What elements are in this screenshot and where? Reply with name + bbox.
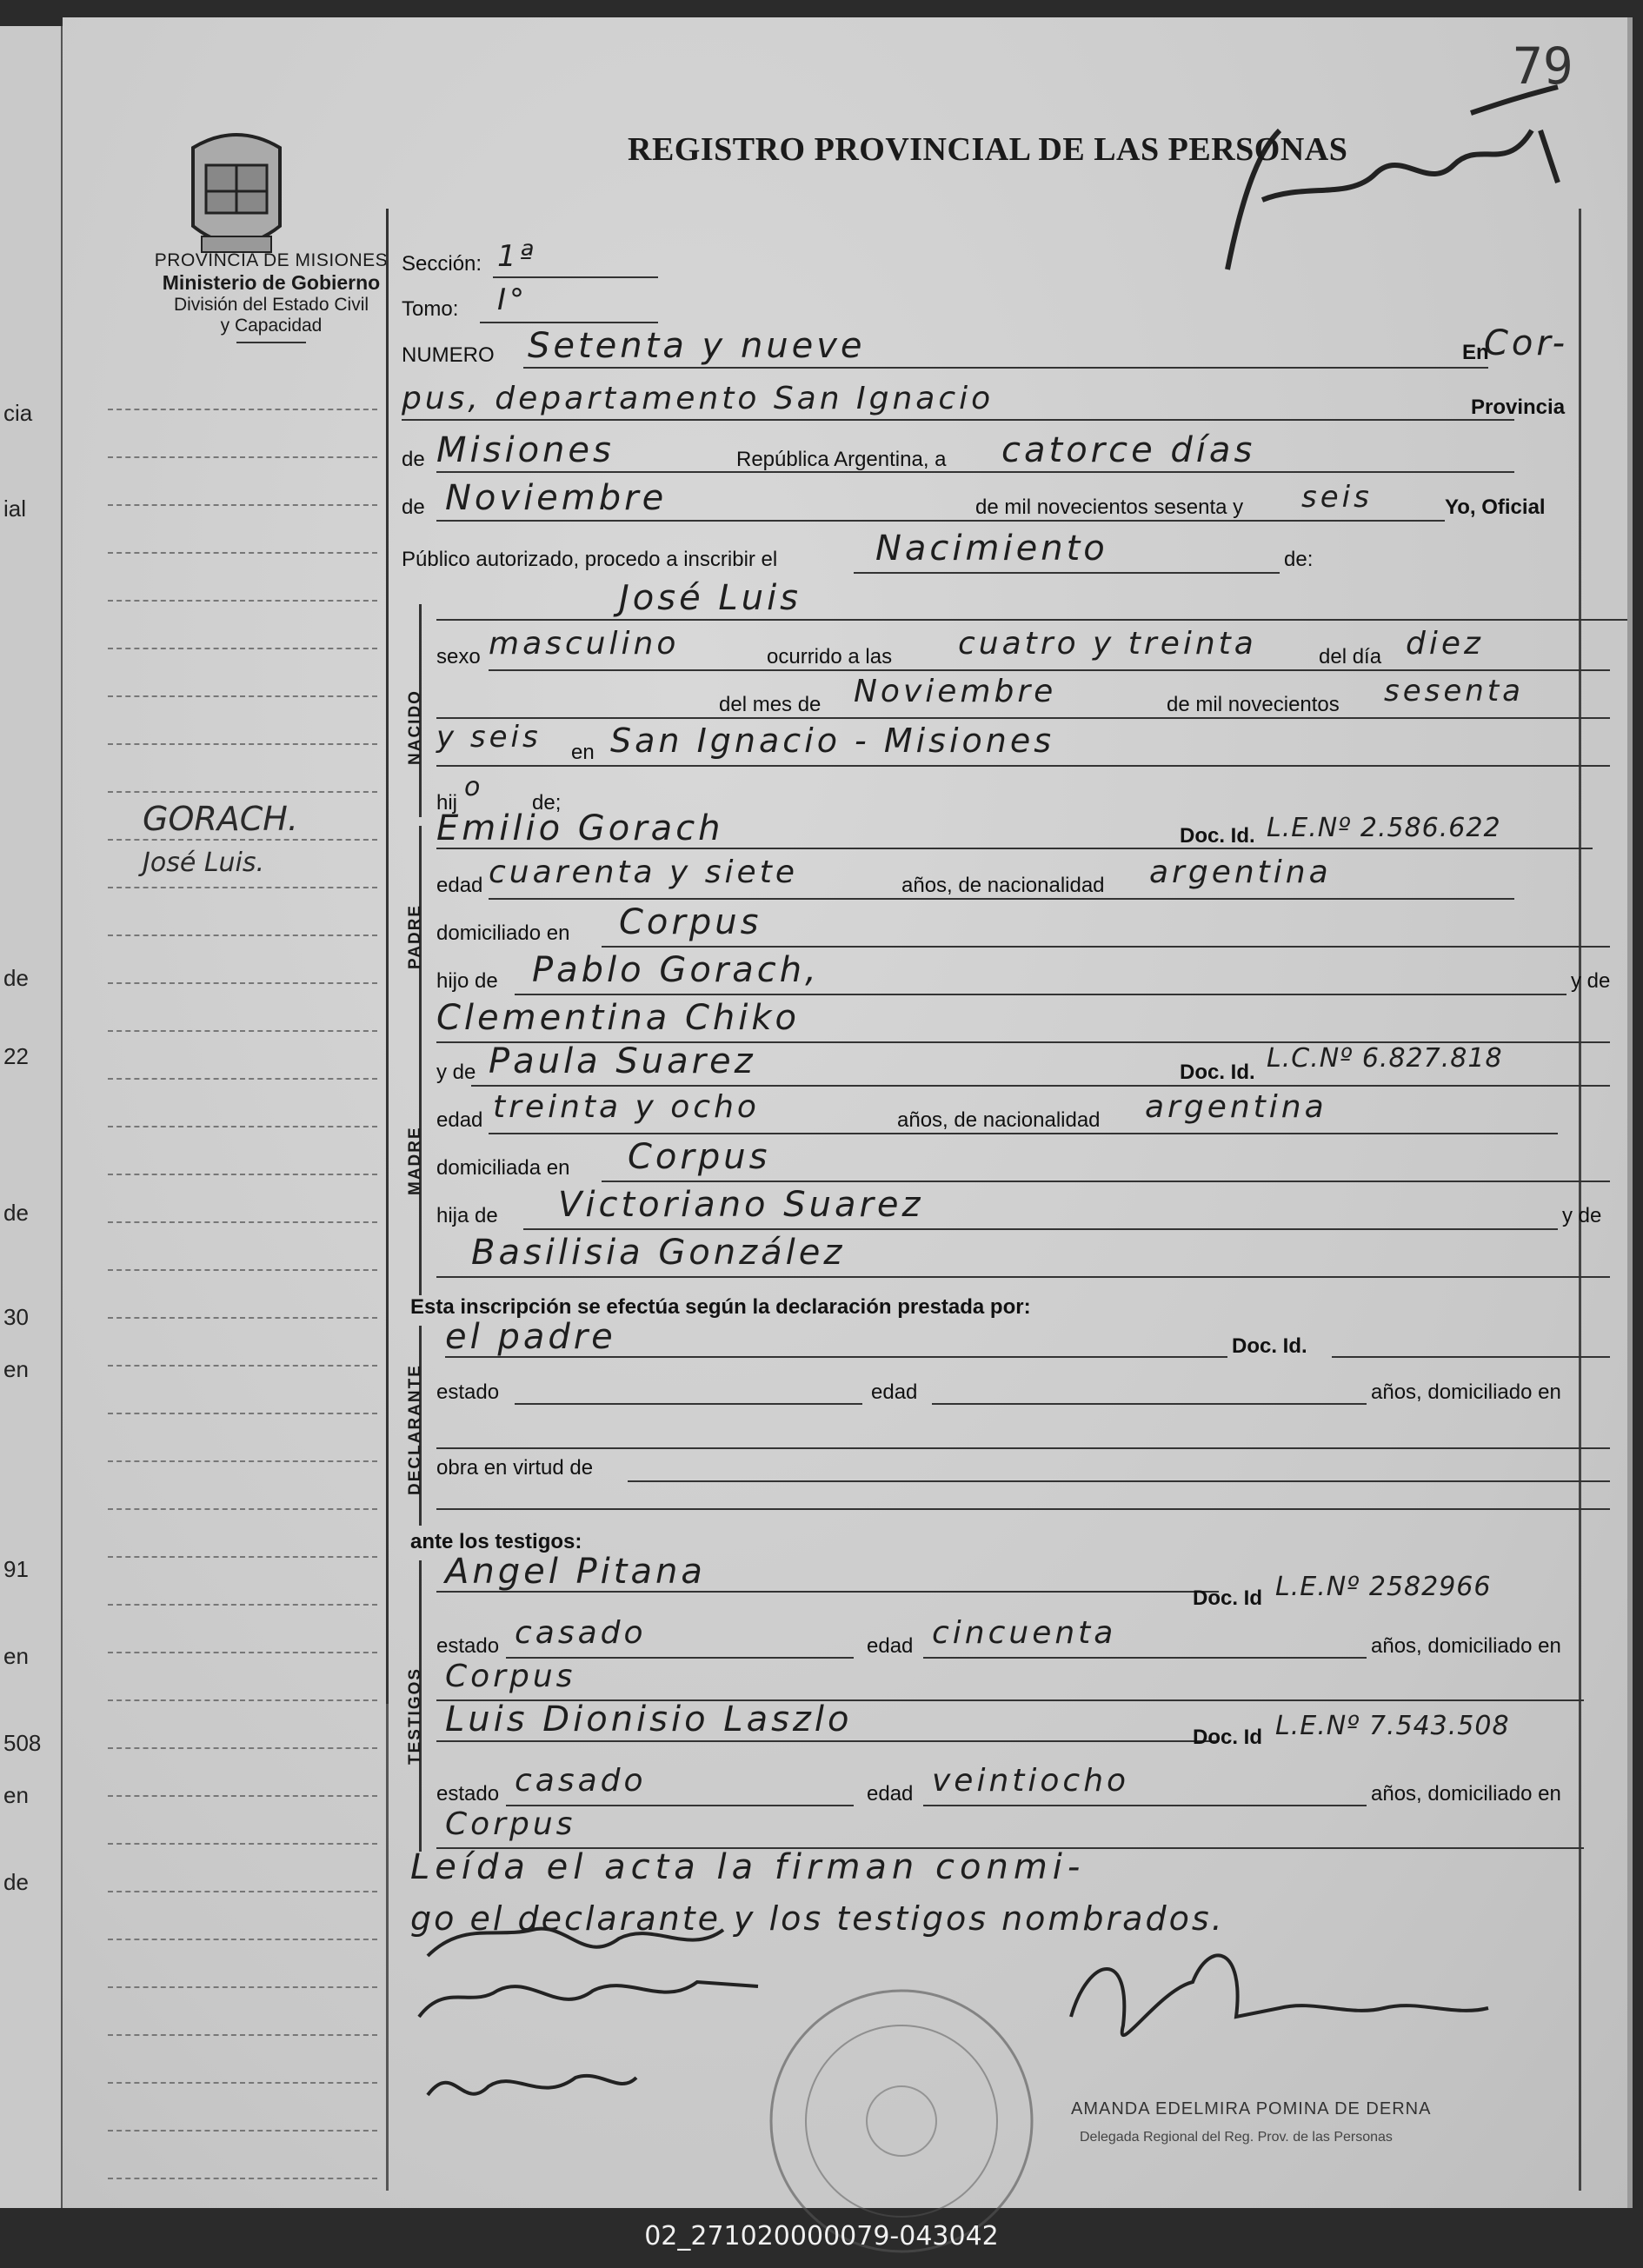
declarante-nombre-line xyxy=(445,1356,1227,1358)
testigo1-doc-label: Doc. Id xyxy=(1193,1586,1263,1610)
testigo1-estado-label: estado xyxy=(436,1634,500,1658)
nacido-label: NACIDO xyxy=(406,689,424,765)
padre-domicilio-line xyxy=(602,946,1610,948)
dia-value: diez xyxy=(1406,626,1484,662)
mes-nac-line xyxy=(436,717,1610,719)
margin-dashed-line xyxy=(108,1221,377,1223)
declarante-edad-label: edad xyxy=(871,1380,918,1404)
margin-dashed-line xyxy=(108,1795,377,1797)
signature-officer xyxy=(1071,1955,1488,2035)
madre-label: MADRE xyxy=(406,1126,424,1195)
margin-dashed-line xyxy=(108,1699,377,1701)
facing-page-fragment: 508 xyxy=(3,1730,42,1756)
margin-dashed-line xyxy=(108,1986,377,1988)
margin-dashed-line xyxy=(108,648,377,649)
margin-dashed-line xyxy=(108,1030,377,1032)
hijo-value: o xyxy=(464,772,484,802)
margin-dashed-line xyxy=(108,1556,377,1558)
declarante-domicilio-label: años, domiciliado en xyxy=(1371,1380,1561,1404)
margin-dashed-line xyxy=(108,552,377,554)
issuer-division-2: y Capacidad xyxy=(220,316,323,336)
testigo1-nombre-line xyxy=(436,1591,1219,1593)
madre-edad-label: edad xyxy=(436,1108,483,1132)
tomo-value: I° xyxy=(497,283,529,317)
column-divider-lower xyxy=(386,1704,389,2191)
margin-dashed-line xyxy=(108,2130,377,2132)
seccion-line xyxy=(493,276,658,278)
hora-value: cuatro y treinta xyxy=(958,626,1257,662)
numero-value: Setenta y nueve xyxy=(528,326,866,366)
en-nac-label: en xyxy=(571,741,595,764)
margin-dashed-line xyxy=(108,2082,377,2084)
signature-angel-pitana xyxy=(419,1982,758,2017)
top-signature xyxy=(1210,78,1575,304)
signature-emilio-gorach xyxy=(428,1929,723,1956)
declarante-doc-line xyxy=(1332,1356,1610,1358)
margin-dashed-line xyxy=(108,1939,377,1940)
madre-hija-de-label: hija de xyxy=(436,1204,498,1227)
tomo-label: Tomo: xyxy=(402,297,459,321)
anio-value: seis xyxy=(1301,480,1373,515)
madre-madre-value: Basilisia González xyxy=(471,1233,846,1273)
margin-dashed-line xyxy=(108,982,377,984)
padre-nombre: Emilio Gorach xyxy=(436,808,724,848)
closing-line-1: Leída el acta la firman conmi- xyxy=(410,1847,1086,1887)
testigo2-doc-value: L.E.Nº 7.543.508 xyxy=(1275,1711,1510,1741)
sexo-value: masculino xyxy=(489,626,680,662)
facing-page-fragment: 91 xyxy=(3,1556,29,1582)
declarante-estado-label: estado xyxy=(436,1380,500,1404)
testigo1-estado-value: casado xyxy=(515,1615,647,1651)
sexo-line xyxy=(489,669,1610,671)
madre-domicilio-value: Corpus xyxy=(628,1137,771,1177)
testigos-intro: ante los testigos: xyxy=(410,1530,582,1553)
facing-page-fragment: 22 xyxy=(3,1043,29,1069)
margin-dashed-line xyxy=(108,1174,377,1175)
padre-nombre-line xyxy=(436,848,1593,849)
page-number: 79 xyxy=(1513,37,1573,96)
testigo1-edad-value: cincuenta xyxy=(932,1615,1117,1651)
testigo2-doc-label: Doc. Id xyxy=(1193,1726,1263,1749)
margin-dashed-line xyxy=(108,1413,377,1414)
declarante-obra-line-2 xyxy=(436,1508,1610,1510)
padre-domicilio-label: domiciliado en xyxy=(436,921,570,945)
testigo2-estado-value: casado xyxy=(515,1763,647,1799)
mes-value: Noviembre xyxy=(445,478,668,518)
page-title: REGISTRO PROVINCIAL DE LAS PERSONAS xyxy=(628,131,1348,168)
padre-y-de-label: y de xyxy=(1571,969,1611,993)
testigo1-nombre: Angel Pitana xyxy=(445,1552,706,1592)
padre-edad-value: cuarenta y siete xyxy=(489,855,798,890)
lugar-nac-line xyxy=(436,765,1610,767)
margin-dashed-line xyxy=(108,2034,377,2036)
madre-doc-value: L.C.Nº 6.827.818 xyxy=(1267,1043,1503,1074)
issuer-division: División del Estado Civil xyxy=(173,295,369,315)
declarante-obra-line xyxy=(628,1480,1610,1482)
margin-dashed-line xyxy=(108,2178,377,2179)
seccion-value: 1ª xyxy=(497,239,537,274)
declarante-intro: Esta inscripción se efectúa según la declaración prestada por: xyxy=(410,1295,1031,1319)
testigo1-domicilio-value: Corpus xyxy=(445,1659,576,1694)
padre-hijo-line xyxy=(515,994,1567,995)
madre-nombre: Paula Suarez xyxy=(489,1041,756,1081)
issuer-province: PROVINCIA DE MISIONES xyxy=(154,250,389,270)
madre-edad-line xyxy=(489,1133,1558,1134)
margin-note-name: José Luis. xyxy=(143,848,265,878)
issuer-block xyxy=(115,250,428,343)
officer-name: AMANDA EDELMIRA POMINA DE DERNA xyxy=(1071,2099,1432,2118)
declarante-nombre: el padre xyxy=(445,1317,616,1357)
ocurrido-label: ocurrido a las xyxy=(767,645,893,668)
mes-nac-value: Noviembre xyxy=(854,674,1057,709)
lugar-line xyxy=(402,419,1514,421)
declarante-doc-label: Doc. Id. xyxy=(1232,1334,1307,1358)
de-label: de xyxy=(402,448,425,471)
margin-dashed-line xyxy=(108,1126,377,1127)
margin-dashed-line xyxy=(108,1891,377,1892)
facing-page-edge xyxy=(0,26,63,2208)
hijo-label: hij xyxy=(436,791,458,815)
margin-dashed-line xyxy=(108,600,377,602)
de-label-2: de xyxy=(402,496,425,519)
publico-label: Público autorizado, procedo a inscribir el xyxy=(402,548,778,571)
margin-dashed-line xyxy=(108,1269,377,1271)
padre-doc-label: Doc. Id. xyxy=(1180,824,1255,848)
madre-domicilio-label: domiciliada en xyxy=(436,1156,570,1180)
en-value: Cor- xyxy=(1484,323,1569,363)
padre-padre-value: Pablo Gorach, xyxy=(532,950,820,990)
testigo2-edad-line xyxy=(923,1805,1367,1806)
mes-label: del mes de xyxy=(719,693,822,716)
margin-dashed-line xyxy=(108,1843,377,1845)
margin-dashed-line xyxy=(108,1365,377,1367)
testigo2-edad-value: veintiocho xyxy=(932,1763,1130,1799)
padre-edad-line xyxy=(489,898,1514,900)
margin-dashed-line xyxy=(108,1078,377,1080)
hijo-de-label: de; xyxy=(532,791,562,815)
padre-hijo-de-label: hijo de xyxy=(436,969,498,993)
declarante-edad-line xyxy=(932,1403,1367,1405)
madre-padre-value: Victoriano Suarez xyxy=(558,1185,924,1225)
facing-page-fragment: en xyxy=(3,1356,29,1382)
acto-value: Nacimiento xyxy=(875,529,1108,569)
margin-note-surname: GORACH. xyxy=(143,800,298,838)
issuer-ministry: Ministerio de Gobierno xyxy=(162,271,381,294)
madre-hija-line xyxy=(523,1228,1558,1230)
document-page xyxy=(63,17,1633,2208)
margin-dashed-line xyxy=(108,1652,377,1653)
column-divider xyxy=(386,209,389,1704)
provincia-label: Provincia xyxy=(1471,396,1566,419)
margin-dashed-line xyxy=(108,1604,377,1606)
lugar-nac-value: San Ignacio - Misiones xyxy=(610,722,1055,760)
madre-nombre-line xyxy=(471,1085,1610,1087)
declarante-obra-label: obra en virtud de xyxy=(436,1456,594,1480)
padre-domicilio-value: Corpus xyxy=(619,902,762,942)
madre-edad-value: treinta y ocho xyxy=(493,1089,760,1125)
numero-line xyxy=(523,367,1488,369)
testigos-label: TESTIGOS xyxy=(406,1666,424,1765)
facing-page-fragment: en xyxy=(3,1782,29,1808)
madre-y-de-label-2: y de xyxy=(1562,1204,1602,1227)
officer-role: Delegada Regional del Reg. Prov. de las Personas xyxy=(1080,2130,1393,2145)
tomo-line xyxy=(480,322,658,323)
padre-nacionalidad-value: argentina xyxy=(1149,855,1332,890)
madre-y-de-label: y de xyxy=(436,1061,476,1084)
testigo1-domicilio-label: años, domiciliado en xyxy=(1371,1634,1561,1658)
seccion-label: Sección: xyxy=(402,252,482,276)
padre-edad-label: edad xyxy=(436,874,483,897)
facing-page-fragment: en xyxy=(3,1643,29,1669)
madre-domicilio-line xyxy=(602,1181,1610,1182)
provincia-value: Misiones xyxy=(436,430,615,470)
signature-laszlo xyxy=(428,2076,636,2095)
padre-nacionalidad-label: años, de nacionalidad xyxy=(901,874,1105,897)
facing-page-fragment: 30 xyxy=(3,1304,29,1330)
provincial-seal-icon xyxy=(176,122,297,269)
margin-dashed-line xyxy=(108,839,377,841)
testigo2-estado-label: estado xyxy=(436,1782,500,1806)
acto-line xyxy=(854,572,1280,574)
lugar-value: pus, departamento San Ignacio xyxy=(402,381,994,416)
margin-dashed-line xyxy=(108,791,377,793)
anio-nac-label: de mil novecientos xyxy=(1167,693,1340,716)
declarante-estado-line xyxy=(515,1403,862,1405)
testigo2-nombre: Luis Dionisio Laszlo xyxy=(445,1699,853,1739)
provincia-line xyxy=(436,471,1514,473)
del-dia-label: del día xyxy=(1319,645,1382,668)
numero-label: NUMERO xyxy=(402,343,495,367)
madre-doc-label: Doc. Id. xyxy=(1180,1061,1255,1084)
anio-label: de mil novecientos sesenta y xyxy=(975,496,1244,519)
margin-dashed-line xyxy=(108,887,377,888)
mes-line xyxy=(436,520,1445,522)
declarante-label: DECLARANTE xyxy=(406,1364,424,1495)
declarante-domicilio-line xyxy=(436,1447,1610,1449)
madre-madre-line xyxy=(436,1276,1610,1278)
de-label-3: de: xyxy=(1284,548,1314,571)
margin-dashed-line xyxy=(108,1747,377,1749)
sexo-label: sexo xyxy=(436,645,481,668)
facing-page-fragment: de xyxy=(3,1200,29,1226)
madre-nacionalidad-label: años, de nacionalidad xyxy=(897,1108,1101,1132)
margin-dashed-line xyxy=(108,743,377,745)
anio-nac-value-2: y seis xyxy=(436,720,542,755)
margin-dashed-line xyxy=(108,1460,377,1462)
image-id-caption: 02_271020000079-043042 xyxy=(644,2221,999,2251)
dias-value: catorce días xyxy=(1001,430,1256,470)
oficial-label: Yo, Oficial xyxy=(1445,496,1546,519)
testigo2-edad-label: edad xyxy=(867,1782,914,1806)
testigo2-domicilio-label: años, domiciliado en xyxy=(1371,1782,1561,1806)
testigo2-nombre-line xyxy=(436,1740,1219,1742)
margin-dashed-line xyxy=(108,1508,377,1510)
facing-page-fragment: ial xyxy=(3,496,27,522)
facing-page-fragment: de xyxy=(3,1869,29,1895)
padre-doc-value: L.E.Nº 2.586.622 xyxy=(1267,813,1501,843)
margin-dashed-line xyxy=(108,1317,377,1319)
anio-nac-value: sesenta xyxy=(1384,674,1524,708)
nombre-nacido: José Luis xyxy=(619,578,802,618)
madre-nacionalidad-value: argentina xyxy=(1145,1089,1327,1125)
republica-label: República Argentina, a xyxy=(736,448,947,471)
en-label: En xyxy=(1462,341,1489,364)
facing-page-fragment: de xyxy=(3,965,29,991)
margin-dashed-line xyxy=(108,695,377,697)
padre-label: PADRE xyxy=(406,903,424,969)
nombre-line xyxy=(436,619,1627,621)
padre-madre-value: Clementina Chiko xyxy=(436,998,800,1038)
facing-page-fragment: cia xyxy=(3,400,33,426)
margin-dashed-line xyxy=(108,504,377,506)
issuer-rule xyxy=(236,342,306,343)
testigo1-edad-line xyxy=(923,1657,1367,1659)
closing-line-2: go el declarante y los testigos nombrados. xyxy=(410,1899,1225,1938)
margin-dashed-line xyxy=(108,456,377,458)
testigo1-doc-value: L.E.Nº 2582966 xyxy=(1275,1572,1492,1602)
margin-dashed-line xyxy=(108,409,377,410)
testigo2-domicilio-value: Corpus xyxy=(445,1806,576,1842)
margin-dashed-line xyxy=(108,934,377,936)
testigo1-edad-label: edad xyxy=(867,1634,914,1658)
